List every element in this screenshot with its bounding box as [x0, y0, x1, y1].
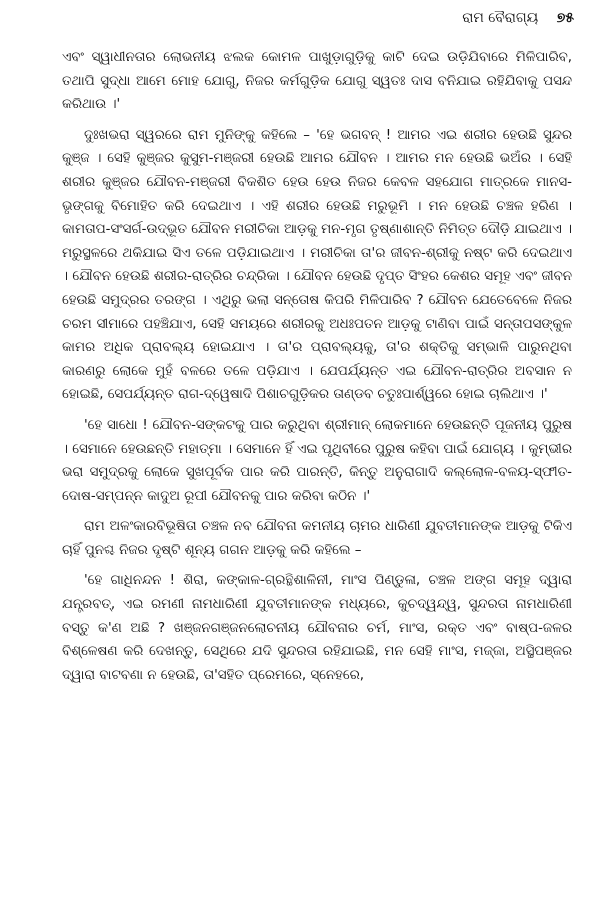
paragraph-continued: ଏବଂ ସ୍ୱାଧୀନତାର ଲୋଭନୀୟ ଝଲକ କୋମଳ ପାଖୁଡ଼ାଗୁଡ଼ିକୁ କାଟି ଦେଇ ଉଡ଼ିଯିବାରେ ମିଳିପାରିବ, ତଥାପି ସୁଦ୍ଧା ଆମେ ମୋହ ଯୋଗୁ, ନିଜର କର୍ମଗୁଡ଼ିକ ଯୋଗୁ ସ୍ୱତଃ ଦାସ ବନିଯାଇ ରହିଯିବାକୁ ପସନ୍ଦ କରିଥାଉ ।': [62, 50, 572, 113]
chapter-title: ରାମ ବୈରାଗ୍ୟ: [462, 10, 539, 26]
paragraph: 'ହେ ଗାଧିନନ୍ଦନ ! ଶିରା, କଙ୍କାଳ-ଗ୍ରନ୍ଥିଶାଳିନୀ, ମାଂସ ପିଣ୍ଡୁଳା, ଚଞ୍ଚଳ ଅଙ୍ଗ ସମୂହ ଦ୍ୱାରା ଯନ୍ତ୍ରବତ୍, ଏଇ ରମଣୀ ନାମଧାରିଣୀ ଯୁବତୀମାନଙ୍କ ମଧ୍ୟରେ, କୁଚଦ୍ୱନ୍ଦ୍ୱ, ସୁନ୍ଦରତା ନାମଧାରିଣୀ ବସ୍ତୁ କ'ଣ ଅଛି ? ଖଞ୍ଜନଗଞ୍ଜନଲୋଚନୀୟ ଯୌବନାର ଚର୍ମ, ମାଂସ, ରକ୍ତ ଏବଂ ବାଷ୍ପ-ଜଳର ବିଶ୍ଳେଷଣ କରି ଦେଖନ୍ତୁ, ସେଥିରେ ଯଦି ସୁନ୍ଦରତା ରହିଯାଇଛି, ମନ ସେହି ମାଂସ, ମଜ୍ଜା, ଅସ୍ଥିପଞ୍ଜର ଦ୍ୱାରା ବାଟବଣା ନ ହେଉଛି, ତା'ସହିତ ପ୍ରେମରେ, ସ୍ନେହରେ,: [62, 573, 572, 683]
body-text: [62, 46, 572, 694]
paragraph: ଦୁଃଖଭରା ସ୍ୱରରେ ରାମ ମୁନିଙ୍କୁ କହିଲେ – 'ହେ ଭଗବନ୍ ! ଆମର ଏଇ ଶରୀର ହେଉଛି ସୁନ୍ଦର କୁଞ୍ଜ । ସେହି କୁଞ୍ଜର କୁସୁମ-ମଞ୍ଜରୀ ହେଉଛି ଆମର ଯୌବନ । ଆମର ମନ ହେଉଛି ଭଅଁର । ସେହି ଶରୀର କୁଞ୍ଜର ଯୌବନ-ମଞ୍ଜରୀ ବିକଶିତ ହେଉ ହେଉ ନିଜର କେବଳ ସହଯୋଗ ମାତ୍ରକେ ମାନସ-ଭୃଙ୍ଗକୁ ବିମୋହିତ କରି ଦେଇଥାଏ । ଏହି ଶରୀର ହେଉଛି ମରୁଭୂମି । ମନ ହେଉଛି ଚଞ୍ଚଳ ହରିଣ । କାମତାପ-ସଂସର୍ଗ-ଉଦ୍ଭୂତ ଯୌବନ ମରୀଚିକା ଆଡ଼କୁ ମନ-ମୃଗ ତୃଷ୍ଣାଶାନ୍ତି ନିମିତ୍ତ ଦୌଡ଼ି ଯାଇଥାଏ । ମରୁସ୍ଥଳରେ ଥକିଯାଇ ସିଏ ତଳେ ପଡ଼ିଯାଇଥାଏ । ମରୀଚିକା ତା'ର ଜୀବନ-ଶ୍ରୀକୁ ନଷ୍ଟ କରି ଦେଇଥାଏ । ଯୌବନ ହେଉଛି ଶରୀର-ରାତ୍ରିର ଚନ୍ଦ୍ରିକା । ଯୌବନ ହେଉଛି ଦୃପ୍ତ ସିଂହର କେଶର ସମୂହ ଏବଂ ଜୀବନ ହେଉଛି ସମୁଦ୍ରର ତରଙ୍ଗ । ଏଥିରୁ ଭଲା ସନ୍ତୋଷ କିପରି ମିଳିପାରିବ ? ଯୌବନ ଯେତେବେଳେ ନିଜର ଚରମ ସୀମାରେ ପହଞ୍ଚିଯାଏ, ସେହି ସମୟରେ ଶରୀରକୁ ଅଧଃପତନ ଆଡ଼କୁ ଟାଣିବା ପାଇଁ ସନ୍ତାପସଙ୍କୁଳ କାମର ଅଧିକ ପ୍ରାବଲ୍ୟ ହୋଇଯାଏ । ତା'ର ପ୍ରାବଲ୍ୟକୁ, ତା'ର ଶକ୍ତିକୁ ସମ୍ଭାଳି ପାରୁନଥିବା କାରଣରୁ ଲୋକେ ମୁହଁ ବଳରେ ତଳେ ପଡ଼ିଯାଏ । ଯେପର୍ଯ୍ୟନ୍ତ ଏଇ ଯୌବନ-ରାତ୍ରିର ଅବସାନ ନ ହୋଇଛି, ସେପର୍ଯ୍ୟନ୍ତ ରାଗ-ଦ୍ୱେଷାଦି ପିଶାଚଗୁଡ଼ିକର ତାଣ୍ଡବ ଚତୁଃପାର୍ଶ୍ୱରେ ହୋଇ ଚାଲିଥାଏ ।': [62, 127, 572, 403]
paragraph: 'ହେ ସାଧୋ ! ଯୌବନ-ସଙ୍କଟକୁ ପାର କରୁଥିବା ଶ୍ରୀମାନ୍ ଲୋକମାନେ ହେଉଛନ୍ତି ପୂଜନୀୟ ପୁରୁଷ । ସେମାନେ ହେଉଛନ୍ତି ମହାତ୍ମା । ସେମାନେ ହିଁ ଏଇ ପୃଥିବୀରେ ପୁରୁଷ କହିବା ପାଇଁ ଯୋଗ୍ୟ । କୁମ୍ଭୀର ଭରା ସମୁଦ୍ରକୁ ଲୋକେ ସୁଖପୂର୍ବକ ପାର କରି ପାରନ୍ତି, କିନ୍ତୁ ଅନୁରାଗାଦି କଲ୍ଲୋଳ-ବଳୟ-ସ୍ଫୀତ-ଦୋଷ-ସମ୍ପନ୍ନ କାଦୁଅ ରୂପୀ ଯୌବନକୁ ପାର କରିବା କଠିନ ।': [62, 417, 572, 504]
paragraph: ରାମ ଅଳଂକାରବିଭୂଷିତା ଚଞ୍ଚଳ ନବ ଯୌବନା କମନୀୟ ଚାମର ଧାରିଣୀ ଯୁବତୀମାନଙ୍କ ଆଡ଼କୁ ଟିକିଏ ଚାହିଁ ପୁନଶ୍ଚ ନିଜର ଦୃଷ୍ଟି ଶୂନ୍ୟ ଗଗନ ଆଡ଼କୁ କରି କହିଲେ –: [62, 519, 572, 558]
page-number: ୭୫: [556, 10, 574, 26]
running-head: [462, 10, 574, 26]
